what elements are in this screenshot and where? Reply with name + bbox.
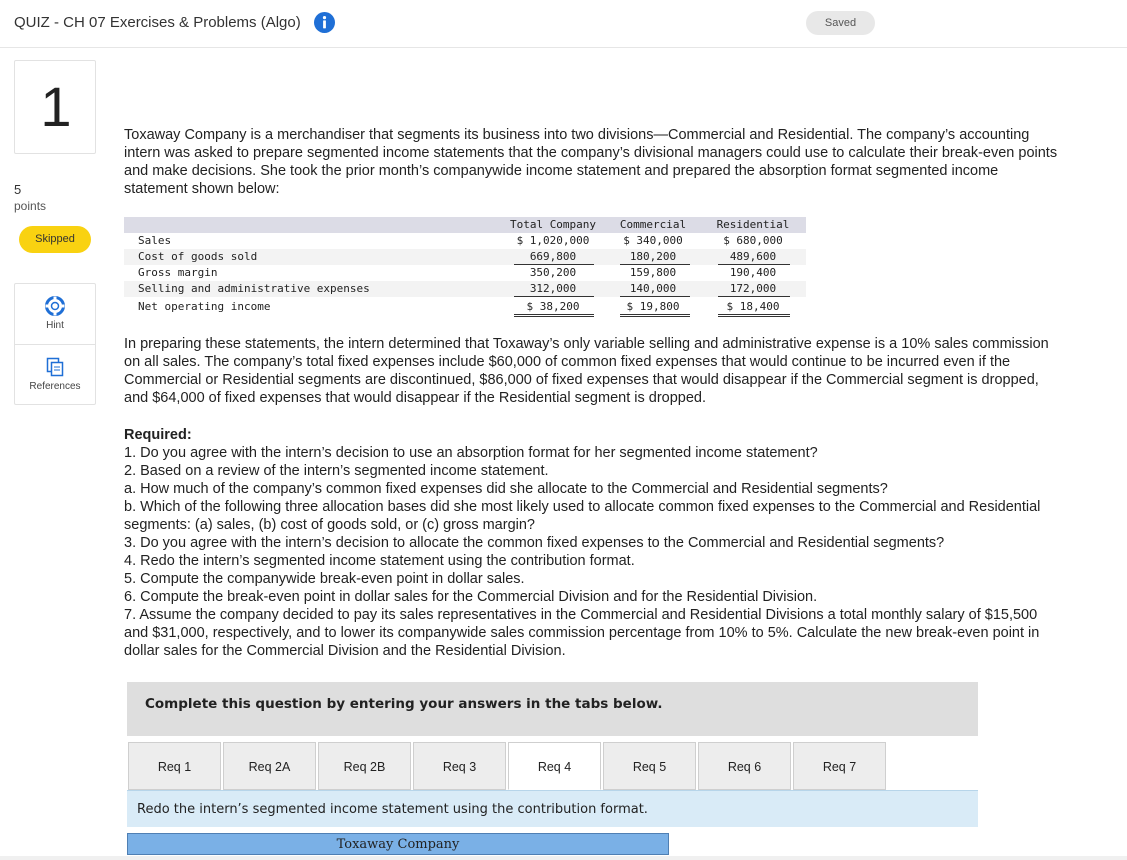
double-underline bbox=[620, 316, 690, 317]
row-label: Selling and administrative expenses bbox=[138, 282, 370, 295]
table-row-net-income bbox=[124, 299, 806, 315]
cell-value: $ 1,020,000 bbox=[516, 234, 590, 247]
info-icon[interactable] bbox=[314, 12, 335, 33]
cell-value: 159,800 bbox=[629, 266, 677, 279]
company-name: Toxaway Company bbox=[336, 837, 460, 852]
row-label: Sales bbox=[138, 234, 172, 247]
points-label: points bbox=[14, 199, 47, 213]
tab-req-4[interactable]: Req 4 bbox=[508, 742, 601, 790]
question-number: 1 bbox=[40, 75, 72, 138]
double-underline bbox=[514, 314, 594, 315]
cell-value: $ 340,000 bbox=[623, 234, 683, 247]
table-row-cogs bbox=[124, 249, 806, 265]
double-underline bbox=[620, 314, 690, 315]
hint-icon bbox=[45, 296, 65, 316]
cell-value: 489,600 bbox=[729, 250, 777, 263]
cell-value: 669,800 bbox=[529, 250, 577, 263]
cell-value: 350,200 bbox=[529, 266, 577, 279]
cell-value: $ 19,800 bbox=[626, 300, 680, 313]
required-title: Required: bbox=[124, 427, 192, 443]
top-bar bbox=[0, 0, 1127, 48]
cell-value: 180,200 bbox=[629, 250, 677, 263]
answer-table-header bbox=[127, 833, 669, 855]
col-header-total: Total Company bbox=[509, 218, 597, 231]
tools-panel bbox=[14, 283, 96, 405]
tab-req-6[interactable]: Req 6 bbox=[698, 742, 791, 790]
cell-value: 140,000 bbox=[629, 282, 677, 295]
underline bbox=[620, 296, 690, 297]
tab-req-1[interactable]: Req 1 bbox=[128, 742, 221, 790]
underline bbox=[514, 296, 594, 297]
col-header-commercial: Commercial bbox=[619, 218, 687, 231]
references-button[interactable] bbox=[15, 344, 95, 404]
saved-status-badge: Saved bbox=[806, 11, 875, 35]
bottom-divider bbox=[0, 856, 1127, 860]
underline bbox=[718, 296, 790, 297]
hint-label: Hint bbox=[46, 320, 64, 331]
required-item: 2. Based on a review of the intern’s segmented income statement. bbox=[124, 463, 549, 479]
row-label: Cost of goods sold bbox=[138, 250, 258, 263]
answer-instruction-box bbox=[127, 682, 978, 736]
question-intro: Toxaway Company is a merchandiser that segments its business into two divisions—Commercial and Residential. The company’s accounting intern was asked to prepare segmented income statements that the company’s divisional managers could use to calculate their break-even points and make decisions. She took the prior month’s companywide income statement and prepared the absorption format segmented income statement shown below: bbox=[124, 127, 1058, 197]
tab-req-3[interactable]: Req 3 bbox=[413, 742, 506, 790]
cell-value: $ 38,200 bbox=[526, 300, 580, 313]
required-item: a. How much of the company’s common fixed expenses did she allocate to the Commercial and Residential segments? bbox=[124, 481, 888, 497]
table-header-row bbox=[124, 217, 806, 233]
tab-req-2a[interactable]: Req 2A bbox=[223, 742, 316, 790]
quiz-title: QUIZ - CH 07 Exercises & Problems (Algo) bbox=[14, 14, 301, 31]
required-item: 3. Do you agree with the intern’s decision to allocate the common fixed expenses to the Commercial and Residential segments? bbox=[124, 535, 945, 551]
points-value: 5 bbox=[14, 182, 22, 197]
table-row-gross-margin bbox=[124, 265, 806, 281]
required-item: 5. Compute the companywide break-even point in dollar sales. bbox=[124, 571, 525, 587]
hint-button[interactable] bbox=[15, 284, 95, 344]
tab-instruction-band bbox=[127, 790, 978, 827]
double-underline bbox=[514, 316, 594, 317]
tab-req-5[interactable]: Req 5 bbox=[603, 742, 696, 790]
cell-value: 172,000 bbox=[729, 282, 777, 295]
tab-req-7[interactable]: Req 7 bbox=[793, 742, 886, 790]
required-item: b. Which of the following three allocation bases did she most likely used to allocate common fixed expenses to the Commercial and Residential segments: (a) sales, (b) cost of goods sold, or (c) gross margin? bbox=[124, 499, 1041, 533]
table-row-selling-admin bbox=[124, 281, 806, 297]
cell-value: 312,000 bbox=[529, 282, 577, 295]
question-number-box bbox=[14, 60, 96, 154]
required-item: 7. Assume the company decided to pay its sales representatives in the Commercial and Residential Divisions a total monthly salary of $15,500 and $31,000, respectively, and to lower its companywide sales commission percentage from 10% to 5%. Calculate the new break-even point in dollar sales for the Commercial Division and the Residential Division. bbox=[124, 607, 1040, 659]
required-item: 1. Do you agree with the intern’s decision to use an absorption format for her segmented income statement? bbox=[124, 445, 818, 461]
table-row-sales bbox=[124, 233, 806, 249]
tab-instruction: Redo the intern’s segmented income statement using the contribution format. bbox=[137, 802, 648, 817]
status-badge: Skipped bbox=[19, 226, 91, 253]
row-label: Gross margin bbox=[138, 266, 218, 279]
col-header-residential: Residential bbox=[716, 218, 790, 231]
answer-instruction: Complete this question by entering your answers in the tabs below. bbox=[145, 696, 663, 712]
cell-value: $ 680,000 bbox=[723, 234, 783, 247]
double-underline bbox=[718, 316, 790, 317]
tab-req-2b[interactable]: Req 2B bbox=[318, 742, 411, 790]
required-item: 4. Redo the intern’s segmented income statement using the contribution format. bbox=[124, 553, 635, 569]
question-details: In preparing these statements, the intern determined that Toxaway’s only variable selling and administrative expense is a 10% sales commission on all sales. The company’s total fixed expenses include $60,000 of common fixed expenses that would continue to be incurred even if the Commercial or Residential segments are discontinued, $86,000 of fixed expenses that would disappear if the Commercial segment is dropped, and $64,000 of fixed expenses that would disappear if the Residential segment is dropped. bbox=[124, 336, 1049, 406]
row-label: Net operating income bbox=[138, 300, 271, 313]
required-item: 6. Compute the break-even point in dollar sales for the Commercial Division and for the Residential Division. bbox=[124, 589, 818, 605]
references-icon bbox=[45, 357, 65, 377]
references-label: References bbox=[29, 381, 81, 392]
cell-value: 190,400 bbox=[729, 266, 777, 279]
requirement-tabs bbox=[127, 742, 978, 790]
double-underline bbox=[718, 314, 790, 315]
required-section bbox=[124, 426, 1064, 660]
cell-value: $ 18,400 bbox=[726, 300, 780, 313]
